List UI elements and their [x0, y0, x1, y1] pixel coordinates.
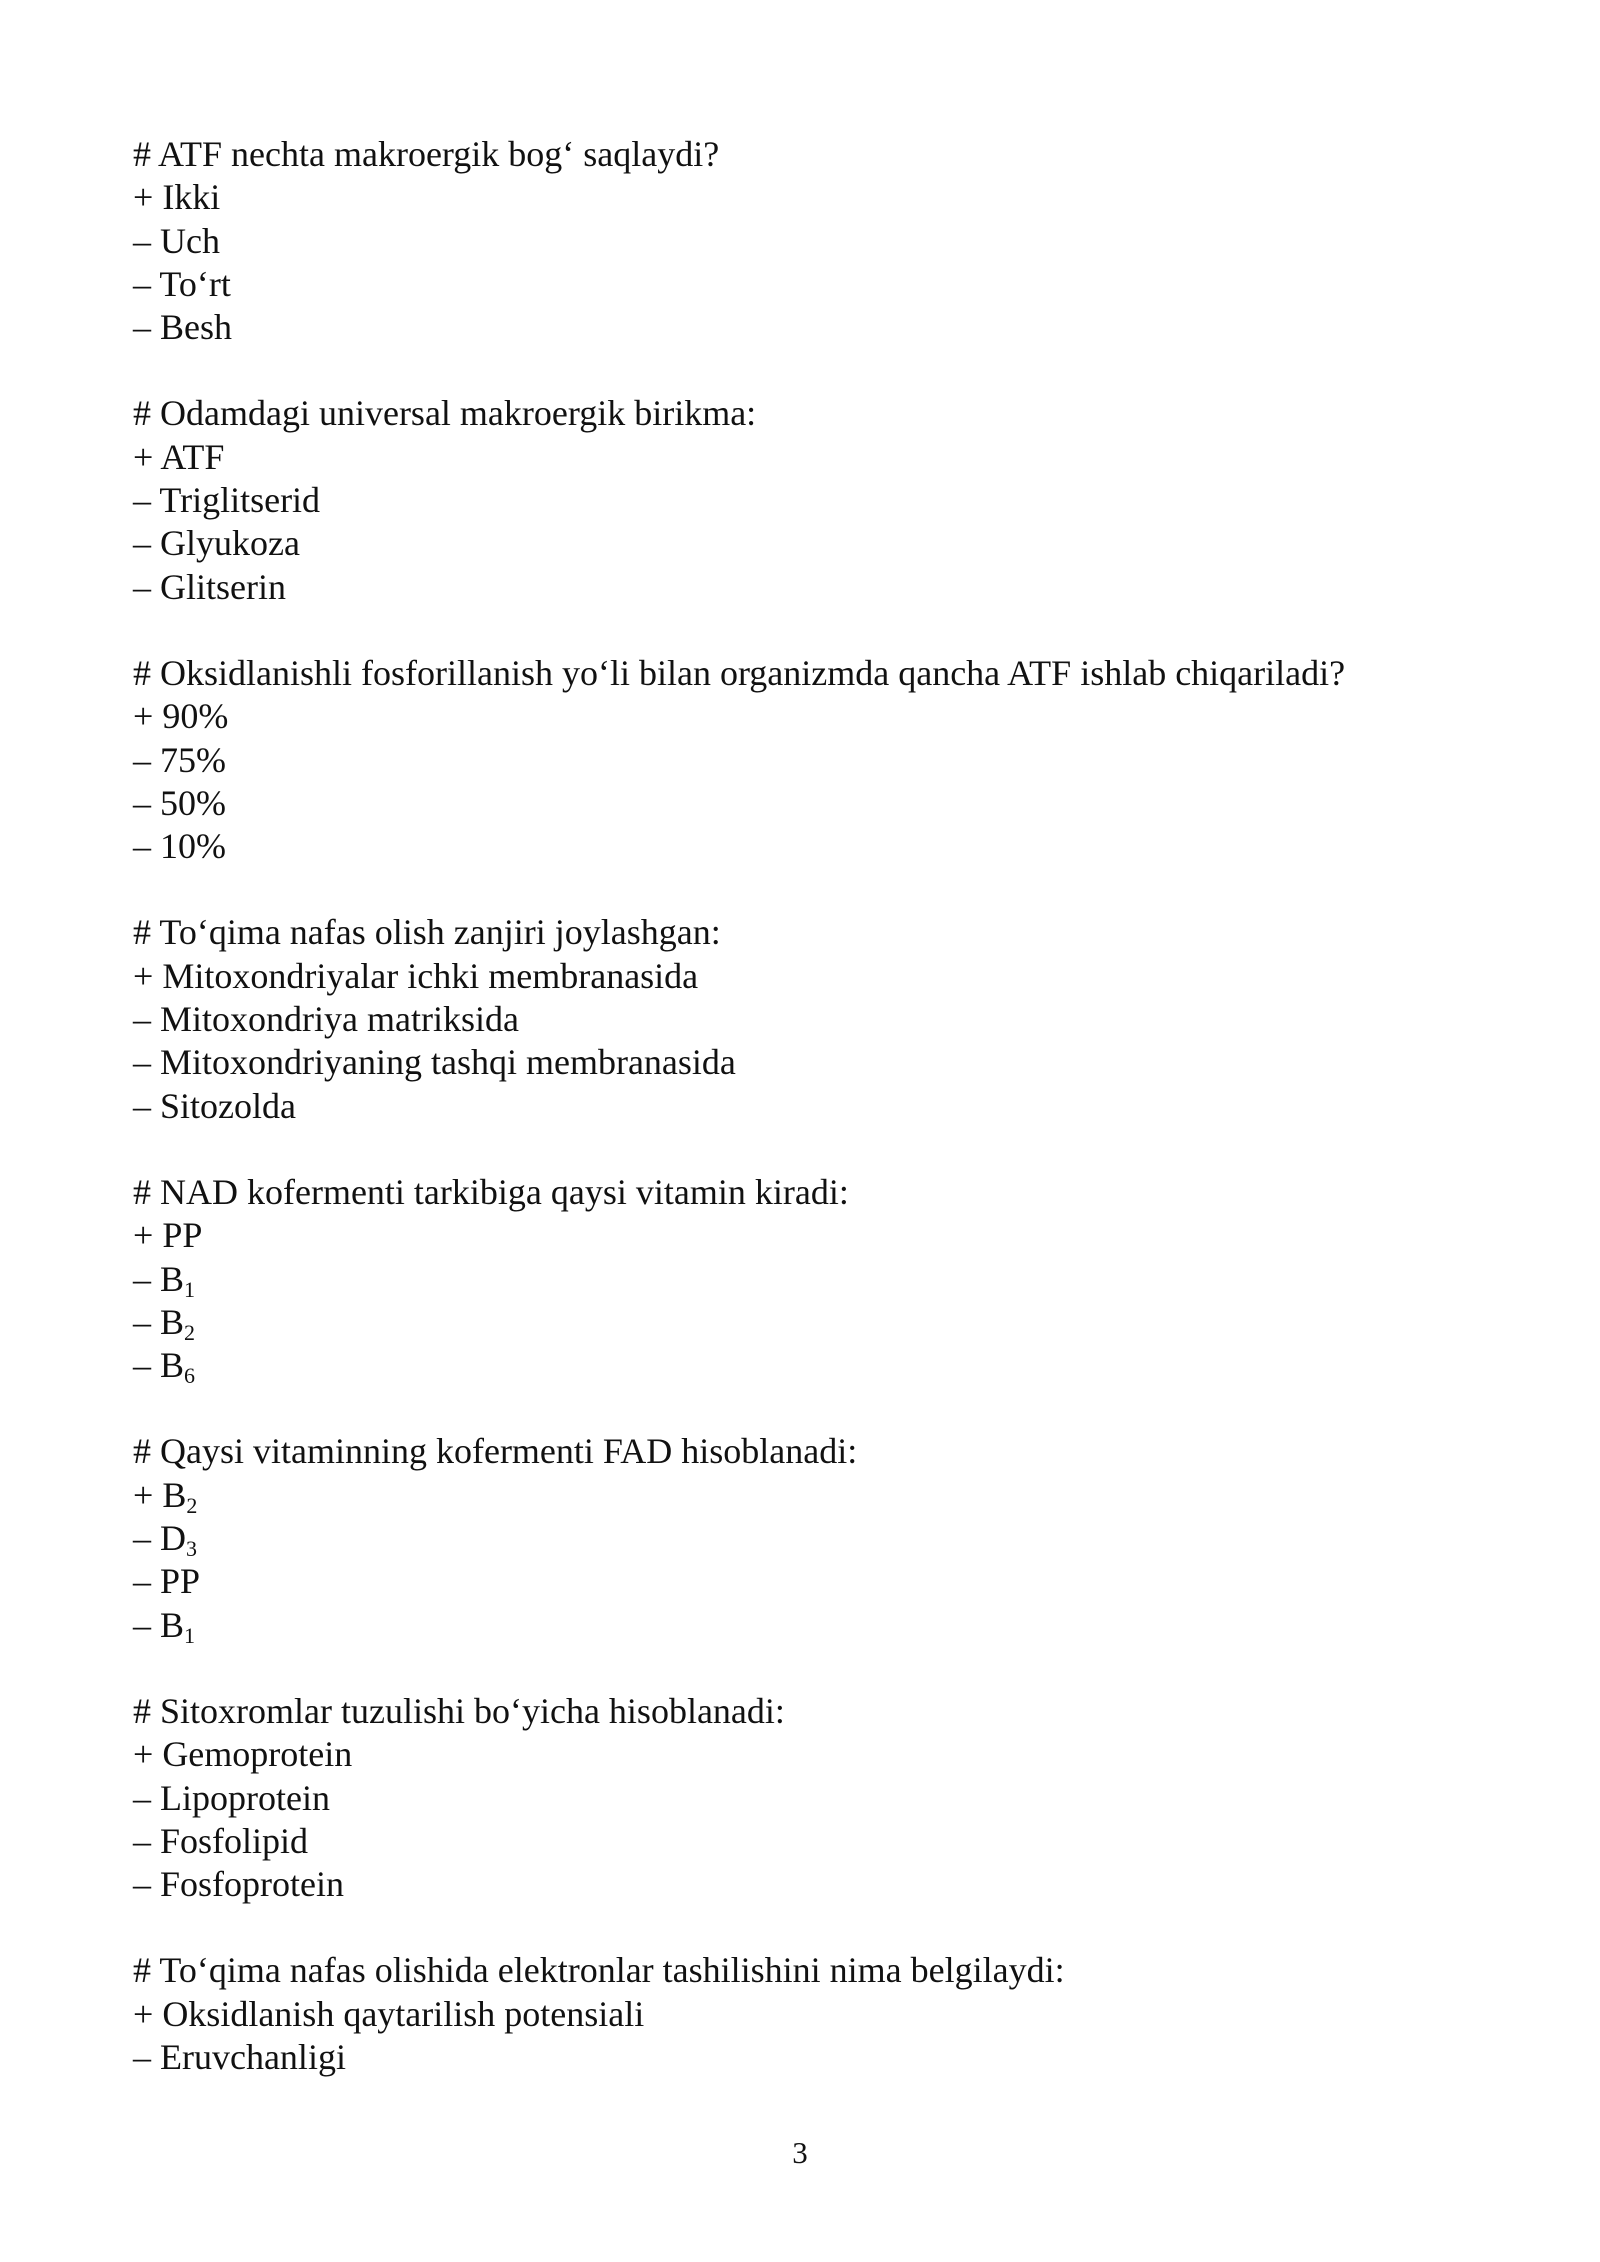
question-block — [133, 1171, 1473, 1387]
answer-mark: – — [133, 1345, 151, 1386]
answer-mark: – — [133, 739, 151, 780]
answer-mark: – — [133, 1085, 151, 1126]
answer-option — [133, 263, 1473, 306]
answer-mark: – — [133, 566, 151, 607]
answer-mark: – — [133, 826, 151, 867]
answer-text: Mitoxondriyaning tashqi membranasida — [160, 1042, 736, 1083]
answer-mark: – — [133, 999, 151, 1040]
question-text: # ATF nechta makroergik bog‘ saqlaydi? — [133, 134, 720, 174]
answer-mark: – — [133, 782, 151, 823]
answer-mark: – — [133, 1518, 151, 1559]
answer-option — [133, 1344, 1473, 1387]
answer-mark: – — [133, 220, 151, 261]
answer-text: Glitserin — [160, 566, 286, 607]
answer-mark: – — [133, 2036, 151, 2077]
answer-subscript: 3 — [186, 1536, 197, 1562]
answer-text: Sitozolda — [160, 1085, 296, 1126]
answer-option — [133, 739, 1473, 782]
answer-text: B — [160, 1301, 185, 1342]
answer-option — [133, 1258, 1473, 1301]
answer-mark: + — [133, 1474, 154, 1515]
answer-text: B — [162, 1474, 187, 1515]
answer-text: B — [160, 1345, 185, 1386]
answer-text: Triglitserid — [159, 480, 321, 521]
answer-option — [133, 1863, 1473, 1906]
answer-option — [133, 522, 1473, 565]
answer-mark: + — [133, 955, 154, 996]
answer-subscript: 2 — [184, 1319, 196, 1345]
answer-text: Besh — [160, 307, 232, 348]
answer-subscript: 1 — [184, 1622, 196, 1648]
question-text: # To‘qima nafas olish zanjiri joylashgan: — [133, 912, 721, 953]
answer-mark: – — [133, 307, 151, 348]
answer-mark: – — [133, 1820, 151, 1861]
answer-mark: + — [133, 696, 154, 737]
answer-mark: + — [133, 436, 154, 477]
answer-option — [133, 1560, 1473, 1603]
answer-text: Fosfoprotein — [160, 1864, 344, 1905]
answer-text: Ikki — [162, 177, 221, 218]
answer-option — [133, 1041, 1473, 1084]
answer-text: 50% — [160, 782, 226, 823]
answer-text: 75% — [160, 739, 226, 780]
answer-option — [133, 1517, 1473, 1560]
question-block — [133, 1430, 1473, 1646]
answer-option — [133, 998, 1473, 1041]
answer-text: Eruvchanligi — [160, 2036, 346, 2077]
answer-option — [133, 220, 1473, 263]
answer-text: 10% — [160, 826, 226, 867]
answer-option — [133, 825, 1473, 868]
answer-mark: – — [133, 1604, 151, 1645]
question-text: # To‘qima nafas olishida elektronlar tashilishini nima belgilaydi: — [133, 1950, 1065, 1991]
answer-subscript: 1 — [184, 1276, 196, 1302]
answer-mark: – — [133, 1301, 151, 1342]
question-block — [133, 652, 1473, 868]
answer-text: Mitoxondriyalar ichki membranasida — [162, 955, 699, 996]
answer-text: Lipoprotein — [160, 1777, 330, 1818]
answer-option — [133, 2036, 1473, 2079]
question-block — [133, 1690, 1473, 1906]
question-text: # Sitoxromlar tuzulishi bo‘yicha hisoblanadi: — [133, 1690, 785, 1731]
answer-text: To‘rt — [159, 263, 231, 304]
answer-text: Gemoprotein — [162, 1734, 353, 1775]
answer-text: 90% — [162, 696, 229, 737]
answer-option — [133, 479, 1473, 522]
correct-answer — [133, 1733, 1473, 1776]
answer-option — [133, 782, 1473, 825]
answer-mark: + — [133, 1734, 154, 1775]
correct-answer — [133, 695, 1473, 738]
page-number: 3 — [792, 2135, 808, 2170]
question-text: # Qaysi vitaminning kofermenti FAD hisoblanadi: — [133, 1431, 858, 1472]
answer-text: Glyukoza — [160, 523, 300, 564]
answer-text: Oksidlanish qaytarilish potensiali — [162, 1993, 645, 2034]
question-block — [133, 911, 1473, 1127]
answer-option — [133, 306, 1473, 349]
answer-text: PP — [160, 1561, 201, 1602]
correct-answer — [133, 436, 1473, 479]
question-block — [133, 1949, 1473, 2079]
answer-text: Uch — [160, 220, 220, 261]
answer-text: ATF — [160, 436, 225, 477]
answer-mark: – — [133, 1258, 151, 1299]
question-text: # NAD kofermenti tarkibiga qaysi vitamin kiradi: — [133, 1171, 849, 1212]
answer-text: B — [160, 1604, 185, 1645]
answer-text: PP — [162, 1215, 203, 1256]
answer-text: Mitoxondriya matriksida — [160, 999, 519, 1040]
question-text: # Odamdagi universal makroergik birikma: — [133, 393, 757, 434]
answer-mark: – — [133, 480, 151, 521]
answer-option — [133, 1301, 1473, 1344]
question-block — [133, 133, 1473, 349]
answer-mark: – — [133, 1042, 151, 1083]
answer-option — [133, 1777, 1473, 1820]
answer-subscript: 2 — [186, 1492, 198, 1518]
test-questions — [133, 133, 1473, 2122]
correct-answer — [133, 1474, 1473, 1517]
question-block — [133, 392, 1473, 608]
answer-mark: + — [133, 1215, 154, 1256]
answer-subscript: 6 — [184, 1363, 196, 1389]
answer-text: B — [160, 1258, 185, 1299]
answer-mark: – — [133, 523, 151, 564]
answer-mark: – — [133, 1561, 151, 1602]
correct-answer — [133, 955, 1473, 998]
correct-answer — [133, 176, 1473, 219]
answer-option — [133, 1085, 1473, 1128]
answer-text: D — [160, 1518, 186, 1559]
question-text: # Oksidlanishli fosforillanish yo‘li bilan organizmda qancha ATF ishlab chiqariladi? — [133, 652, 1346, 693]
correct-answer — [133, 1993, 1473, 2036]
answer-option — [133, 566, 1473, 609]
answer-mark: – — [133, 1777, 151, 1818]
answer-mark: + — [133, 177, 154, 218]
answer-text: Fosfolipid — [160, 1820, 309, 1861]
answer-mark: + — [133, 1993, 154, 2034]
answer-option — [133, 1820, 1473, 1863]
answer-option — [133, 1604, 1473, 1647]
answer-mark: – — [133, 263, 151, 304]
answer-mark: – — [133, 1864, 151, 1905]
correct-answer — [133, 1214, 1473, 1257]
